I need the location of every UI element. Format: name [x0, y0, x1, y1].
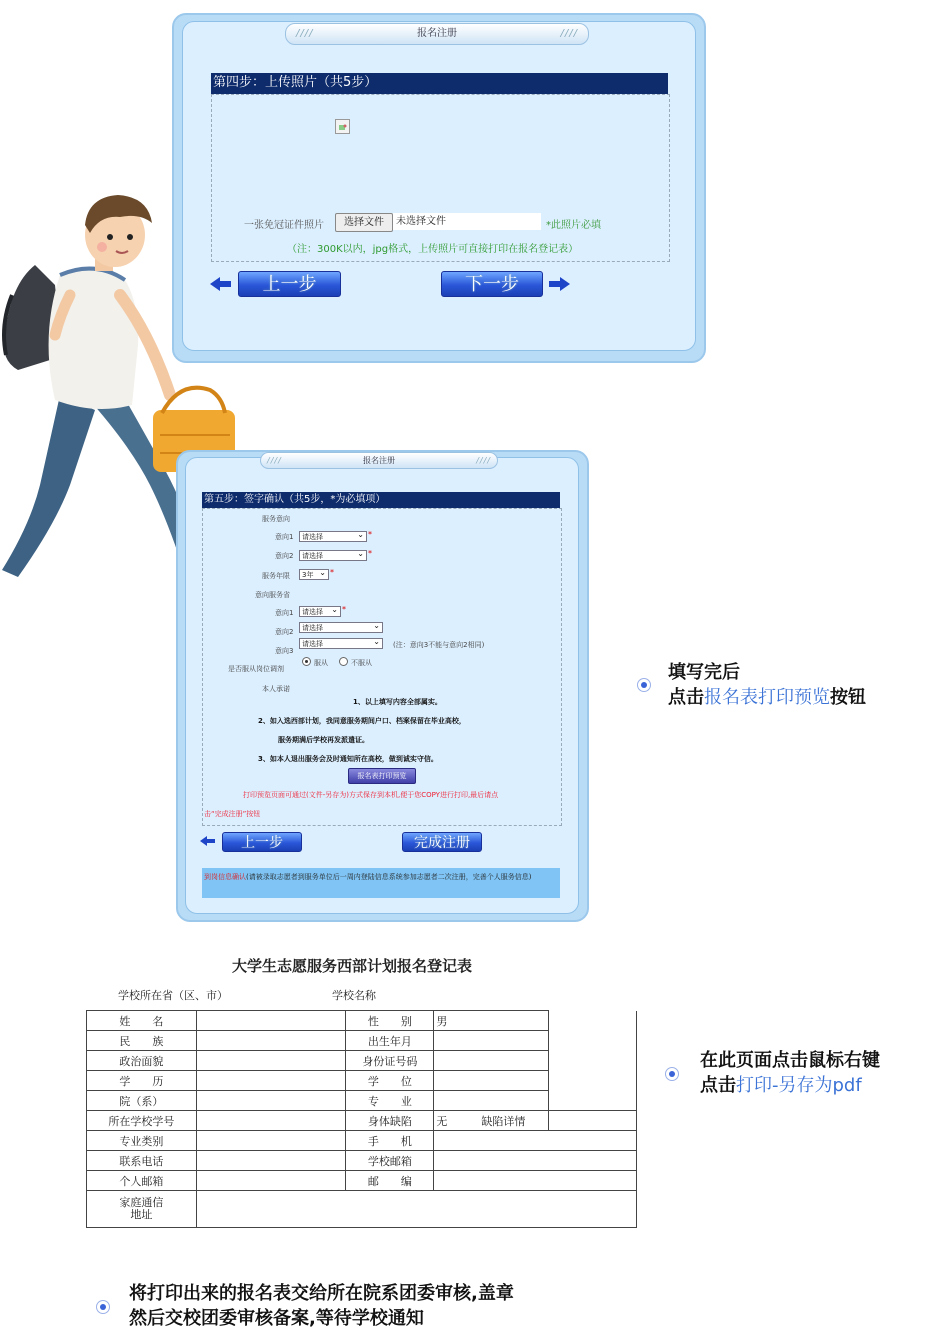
no-file-text: 未选择文件 [396, 216, 446, 227]
table-cell[interactable] [196, 1111, 346, 1131]
table-cell[interactable] [549, 1111, 637, 1131]
pledge-1: 1、以上填写内容全部属实。 [353, 698, 442, 706]
school-province-label: 学校所在省（区、市） [118, 989, 228, 1002]
intent1-select[interactable] [299, 531, 367, 542]
choose-file-label: 选择文件 [344, 217, 384, 228]
service-years-select[interactable] [299, 569, 329, 580]
table-cell [549, 1031, 637, 1051]
note2-line1: 在此页面点击鼠标右键 [700, 1050, 880, 1071]
note1 [668, 660, 866, 710]
table-cell: 身份证号码 [346, 1051, 434, 1071]
table-cell: 政治面貌 [87, 1051, 197, 1071]
prov-note: (注：意向3不能与意向2相同) [393, 641, 485, 649]
red-tip-2: 击“完成注册”按钮 [204, 810, 261, 818]
note2 [700, 1048, 880, 1098]
prov3-select[interactable] [299, 638, 383, 649]
prev2-step-label: 上一步 [241, 835, 283, 851]
note3 [129, 1281, 514, 1331]
table-cell: 邮 编 [346, 1171, 434, 1191]
table-row [87, 1071, 637, 1091]
table-cell: 联系电话 [87, 1151, 197, 1171]
finish-register-button[interactable] [402, 832, 482, 852]
table-cell[interactable] [196, 1071, 346, 1091]
intent1-value: 请选择 [302, 533, 323, 541]
note3-line2: 然后交校团委审核备案,等待学校通知 [129, 1308, 424, 1329]
table-cell[interactable] [196, 1011, 346, 1031]
table-cell: 个人邮箱 [87, 1171, 197, 1191]
table-row [87, 1011, 637, 1031]
table-cell[interactable] [434, 1091, 549, 1111]
note2-line2 [700, 1073, 880, 1098]
broken-image-icon [335, 119, 350, 134]
table-cell: 姓 名 [87, 1011, 197, 1031]
table-cell[interactable] [434, 1171, 637, 1191]
prev2-step-button[interactable] [222, 832, 302, 852]
table-cell: 手 机 [346, 1131, 434, 1151]
table-cell: 民 族 [87, 1031, 197, 1051]
intent2-select[interactable] [299, 550, 367, 561]
table-cell[interactable] [434, 1131, 637, 1151]
prov1-label: 意向1 [275, 609, 294, 617]
defect-value: 无 [436, 1114, 448, 1128]
panel1-content-area [211, 94, 670, 262]
next-step-button[interactable] [441, 271, 543, 297]
file-name-field [393, 213, 541, 230]
prov1-required: * [342, 605, 346, 614]
table-cell[interactable] [434, 1151, 637, 1171]
defect-detail-label: 缺陷详情 [481, 1114, 526, 1128]
finish-register-label: 完成注册 [414, 835, 470, 851]
intent1-label: 意向1 [275, 533, 294, 541]
next-step-label: 下一步 [465, 274, 519, 295]
intent2-label: 意向2 [275, 552, 294, 560]
prev2-arrow-stem [206, 839, 215, 843]
panel2-tab: //// 报名注册 //// [260, 452, 498, 469]
note2-bullet-icon [665, 1067, 679, 1081]
note1-post: 按钮 [830, 687, 866, 708]
table-cell: 院（系） [87, 1091, 197, 1111]
table-cell[interactable] [434, 1051, 549, 1071]
table-row [87, 1111, 637, 1131]
table-row [87, 1091, 637, 1111]
next-arrow-icon [560, 277, 570, 291]
print-preview-label: 报名表打印预览 [357, 772, 407, 780]
arrival-info-box [202, 868, 560, 898]
table-cell: 身体缺陷 [346, 1111, 434, 1131]
note3-bullet-icon [96, 1300, 110, 1314]
panel1-tab: //// 报名注册 //// [285, 23, 589, 45]
table-cell: 学 历 [87, 1071, 197, 1091]
obey-yes-radio[interactable] [302, 657, 311, 666]
prov1-value: 请选择 [302, 608, 323, 616]
table-row [87, 1151, 637, 1171]
pledge-label: 本人承诺 [262, 685, 290, 693]
table-row [87, 1191, 637, 1228]
note2-highlight: 打印-另存为pdf [736, 1075, 862, 1096]
table-cell: 专业类别 [87, 1131, 197, 1151]
prov2-select[interactable] [299, 622, 383, 633]
prev-step-button[interactable] [238, 271, 341, 297]
table-cell[interactable] [196, 1091, 346, 1111]
table-cell: 性 别 [346, 1011, 434, 1031]
pledge-2b: 服务期满后学校再发派遣证。 [278, 736, 369, 744]
table-cell[interactable] [196, 1051, 346, 1071]
form-title: 大学生志愿服务西部计划报名登记表 [232, 957, 473, 975]
table-cell[interactable] [196, 1031, 346, 1051]
prov3-value: 请选择 [302, 640, 323, 648]
note3-line1: 将打印出来的报名表交给所在院系团委审核,盖章 [129, 1283, 514, 1304]
table-cell: 所在学校学号 [87, 1111, 197, 1131]
panel2-tab-title: 报名注册 [363, 456, 395, 465]
table-cell: 家庭通信 地址 [87, 1191, 197, 1228]
pledge-3: 3、如本人退出服务会及时通知所在高校，做到诚实守信。 [258, 755, 438, 763]
service-intent-label: 服务意向 [262, 515, 290, 523]
service-years-required: * [330, 568, 334, 577]
table-cell: 专 业 [346, 1091, 434, 1111]
arrival-info-text: (请被录取志愿者到服务单位后一周内登陆信息系统参加志愿者二次注册，完善个人服务信息) [246, 873, 532, 881]
obey-no-radio[interactable] [339, 657, 348, 666]
prov1-select[interactable] [299, 606, 341, 617]
table-row [87, 1171, 637, 1191]
table-cell[interactable] [434, 1071, 549, 1091]
panel1-step-title: 第四步：上传照片（共5步） [211, 73, 668, 94]
panel2-step-title: 第五步：签字确认（共5步，*为必填项） [202, 492, 560, 508]
choose-file-button[interactable] [335, 213, 393, 232]
service-years-value: 3年 [302, 571, 314, 579]
prov2-value: 请选择 [302, 624, 323, 632]
required-note: *此照片必填 [546, 220, 601, 231]
table-cell [434, 1111, 549, 1131]
note2-pre: 点击 [700, 1075, 736, 1096]
table-cell [549, 1091, 637, 1111]
intent1-required: * [368, 530, 372, 539]
table-cell [549, 1051, 637, 1071]
table-cell[interactable] [196, 1151, 346, 1171]
province-label: 意向服务省 [255, 591, 290, 599]
print-preview-button[interactable] [348, 768, 416, 784]
table-cell: 出生年月 [346, 1031, 434, 1051]
pledge-2: 2、如入选西部计划，我同意服务期间户口、档案保留在毕业高校， [258, 717, 466, 725]
table-row [87, 1131, 637, 1151]
table-cell[interactable] [196, 1131, 346, 1151]
intent2-value: 请选择 [302, 552, 323, 560]
panel1-tab-title: 报名注册 [417, 28, 457, 39]
obey-yes-label: 服从 [314, 659, 328, 667]
photo-label: 一张免冠证件照片 [244, 220, 324, 231]
table-cell[interactable] [434, 1031, 549, 1051]
prov2-label: 意向2 [275, 628, 294, 636]
upload-tip: （注：300K以内，jpg格式，上传照片可直接打印在报名登记表） [287, 244, 579, 255]
table-cell: 学校邮箱 [346, 1151, 434, 1171]
note1-bullet-icon [637, 678, 651, 692]
table-cell [549, 1011, 637, 1031]
note1-line2 [668, 685, 866, 710]
registration-form-table [86, 1010, 637, 1228]
table-cell[interactable] [196, 1171, 346, 1191]
obey-no-label: 不服从 [351, 659, 372, 667]
table-cell[interactable] [196, 1191, 636, 1228]
table-cell [549, 1071, 637, 1091]
table-cell: 男 [434, 1011, 549, 1031]
note1-highlight: 报名表打印预览 [704, 687, 830, 708]
arrival-info-red[interactable]: 到岗信息确认 [204, 873, 246, 881]
prov3-label: 意向3 [275, 647, 294, 655]
red-tip: 打印预览页面可通过(文件-另存为)方式保存到本机,便于您COPY进行打印,最后请点 [243, 791, 499, 799]
table-row [87, 1031, 637, 1051]
note1-pre: 点击 [668, 687, 704, 708]
table-row [87, 1051, 637, 1071]
prev-step-label: 上一步 [262, 274, 317, 295]
note1-line1: 填写完后 [668, 662, 740, 683]
school-name-label: 学校名称 [332, 989, 376, 1002]
service-years-label: 服务年限 [262, 572, 290, 580]
intent2-required: * [368, 549, 372, 558]
obey-label: 是否服从岗位调剂 [228, 665, 284, 673]
table-cell: 学 位 [346, 1071, 434, 1091]
